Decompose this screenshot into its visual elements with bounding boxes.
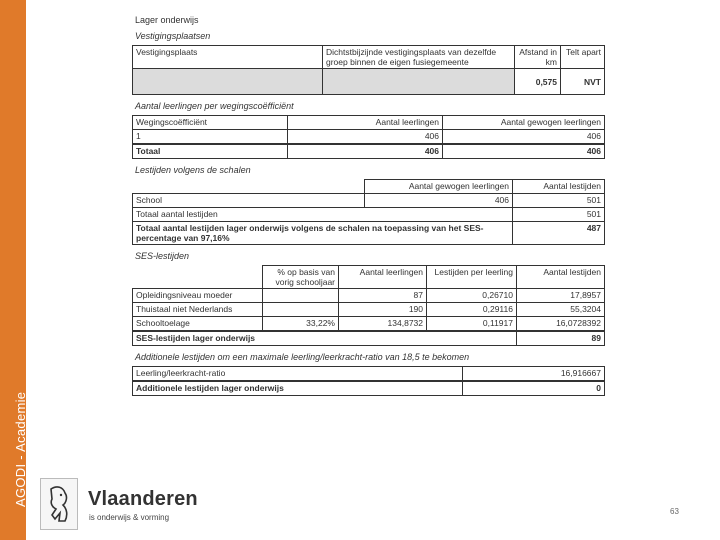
header-cell: Dichtstbijzijnde vestigingsplaats van dezelfde groep binnen de eigen fusiegemeente <box>323 46 515 69</box>
table-cell: Schooltoelage <box>133 317 263 332</box>
table-additionele-lestijden <box>132 366 605 396</box>
table-cell <box>263 289 339 303</box>
table-total-row <box>133 381 605 396</box>
table-wegingscoefficient <box>132 115 605 159</box>
table-cell: 406 <box>365 194 513 208</box>
header-cell: Aantal leerlingen <box>339 266 427 289</box>
table-cell: SES-lestijden lager onderwijs <box>133 331 517 346</box>
header-cell: Telt apart <box>561 46 605 69</box>
header-cell: Afstand in km <box>515 46 561 69</box>
table-cell <box>263 303 339 317</box>
table-cell: NVT <box>561 69 605 95</box>
section-aantal-leerlingen: Aantal leerlingen per wegingscoëfficiënt <box>135 101 294 111</box>
empty-cell <box>133 266 263 289</box>
section-lestijden-schalen: Lestijden volgens de schalen <box>135 165 251 175</box>
table-cell: Totaal aantal lestijden lager onderwijs volgens de schalen na toepassing van het SES-percentage van 97,16% <box>133 222 513 245</box>
table-cell: 16,916667 <box>463 367 605 382</box>
header-cell: Aantal leerlingen <box>288 116 443 130</box>
table-cell: Totaal <box>133 144 288 159</box>
table-cell: 1 <box>133 130 288 145</box>
table-lestijden-schalen <box>132 179 605 245</box>
brand-subtitle: is onderwijs & vorming <box>89 513 170 522</box>
table-row <box>133 289 605 303</box>
table-cell: 406 <box>288 144 443 159</box>
table-row <box>133 130 605 145</box>
table-cell: 406 <box>288 130 443 145</box>
table-cell: 406 <box>443 130 605 145</box>
table-cell: 0,26710 <box>427 289 517 303</box>
table-header-row <box>133 180 605 194</box>
table-cell: Thuistaal niet Nederlands <box>133 303 263 317</box>
table-cell: 17,8957 <box>517 289 605 303</box>
table-cell: 406 <box>443 144 605 159</box>
table-header-row <box>133 46 605 69</box>
table-cell: 16,0728392 <box>517 317 605 332</box>
table-cell: 0,575 <box>515 69 561 95</box>
table-cell: 87 <box>339 289 427 303</box>
sidebar-label: AGODI - Academie <box>13 391 28 507</box>
table-cell: 487 <box>513 222 605 245</box>
table-row <box>133 69 605 95</box>
table-cell: 0,29116 <box>427 303 517 317</box>
header-cell: % op basis van vorig schooljaar <box>263 266 339 289</box>
table-row <box>133 367 605 382</box>
document <box>130 10 605 396</box>
table-cell: 190 <box>339 303 427 317</box>
table-row <box>133 303 605 317</box>
header-cell: Aantal gewogen leerlingen <box>443 116 605 130</box>
table-row <box>133 208 605 222</box>
table-cell: Leerling/leerkracht-ratio <box>133 367 463 382</box>
table-cell: 501 <box>513 194 605 208</box>
lion-logo-icon <box>40 478 78 530</box>
table-row <box>133 317 605 332</box>
table-cell: Additionele lestijden lager onderwijs <box>133 381 463 396</box>
brand-name: Vlaanderen <box>88 488 198 510</box>
table-vestigingsplaatsen <box>132 45 605 95</box>
redacted-cell <box>323 69 515 95</box>
table-cell: 0 <box>463 381 605 396</box>
table-total-row <box>133 144 605 159</box>
table-cell: School <box>133 194 365 208</box>
table-row <box>133 222 605 245</box>
redacted-cell <box>133 69 323 95</box>
empty-cell <box>133 180 365 194</box>
table-header-row <box>133 116 605 130</box>
table-cell: 33,22% <box>263 317 339 332</box>
table-row <box>133 194 605 208</box>
header-cell: Aantal lestijden <box>513 180 605 194</box>
header-cell: Vestigingsplaats <box>133 46 323 69</box>
header-cell: Aantal gewogen leerlingen <box>365 180 513 194</box>
table-cell: 0,11917 <box>427 317 517 332</box>
sidebar-band <box>0 0 26 540</box>
header-cell: Aantal lestijden <box>517 266 605 289</box>
table-cell: 134,8732 <box>339 317 427 332</box>
section-ses-lestijden: SES-lestijden <box>135 251 190 261</box>
page-number: 63 <box>670 507 679 516</box>
table-total-row <box>133 331 605 346</box>
section-additionele-lestijden: Additionele lestijden om een maximale leerling/leerkracht-ratio van 18,5 te bekomen <box>135 352 470 362</box>
doc-title: Lager onderwijs <box>135 15 199 25</box>
table-cell: Opleidingsniveau moeder <box>133 289 263 303</box>
table-header-row <box>133 266 605 289</box>
table-cell: 501 <box>513 208 605 222</box>
header-cell: Wegingscoëfficiënt <box>133 116 288 130</box>
table-cell: 55,3204 <box>517 303 605 317</box>
table-cell: Totaal aantal lestijden <box>133 208 513 222</box>
table-cell: 89 <box>517 331 605 346</box>
table-ses-lestijden <box>132 265 605 346</box>
header-cell: Lestijden per leerling <box>427 266 517 289</box>
section-vestigingsplaatsen: Vestigingsplaatsen <box>135 31 211 41</box>
